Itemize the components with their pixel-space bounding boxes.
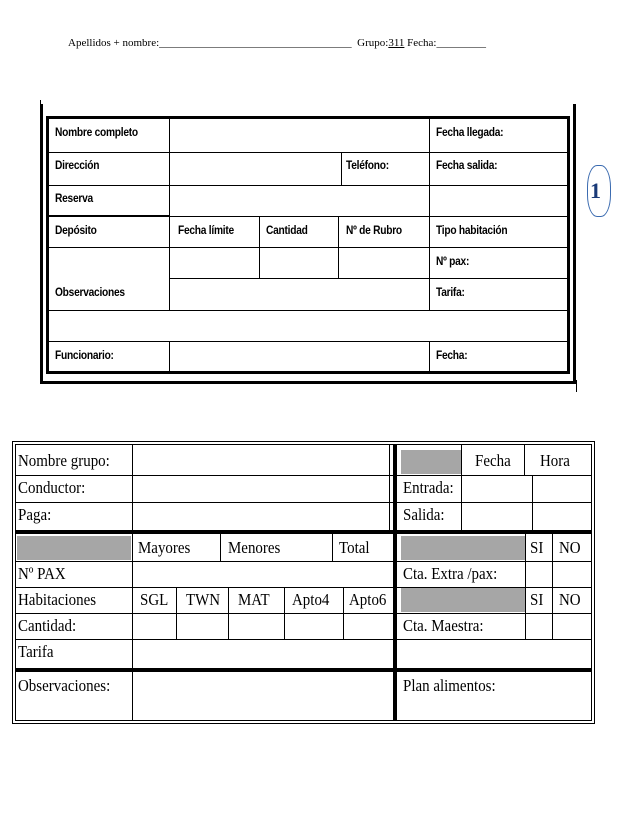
label-twn: TWN — [186, 590, 221, 609]
page-number: 1 — [590, 178, 601, 203]
group-label: Grupo: — [357, 37, 389, 49]
form2-row-line — [16, 613, 591, 614]
form1-row-line — [49, 185, 567, 186]
label-fecha-llegada: Fecha llegada: — [436, 125, 504, 139]
form2-col-line — [552, 534, 553, 639]
form1-corner-mark — [576, 380, 577, 392]
form2-col-line — [132, 672, 133, 720]
label-no-1: NO — [559, 538, 581, 557]
label-si-1: SI — [530, 538, 544, 557]
form2-col-line — [132, 534, 133, 668]
section-divider — [16, 530, 591, 534]
label-conductor: Conductor: — [18, 478, 86, 497]
form1-col-line — [169, 119, 170, 215]
form2-col-line — [332, 534, 333, 561]
form1-row-line — [49, 341, 567, 342]
label-mayores: Mayores — [138, 538, 191, 557]
label-fecha: Fecha — [475, 451, 511, 470]
form2-col-line — [343, 587, 344, 639]
shaded-cell — [401, 450, 461, 474]
label-n-pax: Nº pax: — [436, 254, 470, 268]
shaded-cell — [17, 536, 131, 560]
label-plan-alimentos: Plan alimentos: — [403, 676, 496, 695]
section-divider — [393, 445, 397, 720]
label-entrada: Entrada: — [403, 478, 454, 497]
label-tarifa: Tarifa — [18, 642, 54, 661]
label-observaciones: Observaciones — [55, 285, 125, 299]
form1-row-line — [49, 152, 567, 153]
label-cantidad: Cantidad — [266, 223, 308, 237]
label-tipo-habitacion: Tipo habitación — [436, 223, 508, 237]
form1-row-line — [49, 247, 567, 248]
form1-col-line — [341, 152, 342, 185]
label-menores: Menores — [228, 538, 281, 557]
label-cantidad: Cantidad: — [18, 616, 77, 635]
label-fecha-limite: Fecha límite — [178, 223, 234, 237]
label-paga: Paga: — [18, 505, 52, 524]
form2-row-line — [16, 561, 591, 562]
form1-row-line — [49, 310, 567, 311]
form2-col-line — [220, 534, 221, 561]
label-fecha-salida: Fecha salida: — [436, 158, 498, 172]
label-apto6: Apto6 — [349, 590, 387, 609]
label-cta-maestra: Cta. Maestra: — [403, 616, 484, 635]
label-telefono: Teléfono: — [346, 158, 389, 172]
label-mat: MAT — [238, 590, 270, 609]
form1-col-line — [169, 278, 170, 310]
group-value: 311 — [388, 37, 405, 49]
label-reserva: Reserva — [55, 191, 93, 205]
form1-col-line — [259, 216, 260, 278]
form2-col-line — [461, 445, 462, 530]
label-nombre-grupo: Nombre grupo: — [18, 451, 110, 470]
form2-row-line — [16, 639, 591, 640]
label-si-2: SI — [530, 590, 544, 609]
form2-col-line — [132, 445, 133, 530]
form1-col-line — [169, 341, 170, 371]
form1-row-line — [49, 216, 567, 217]
label-funcionario: Funcionario: — [55, 348, 114, 362]
form1-col-line — [169, 216, 170, 278]
name-label: Apellidos + nombre:___________________________________ — [68, 37, 352, 49]
label-sgl: SGL — [140, 590, 169, 609]
label-apto4: Apto4 — [292, 590, 330, 609]
label-no-2: NO — [559, 590, 581, 609]
form1-col-line — [429, 119, 430, 310]
form2-col-line — [284, 587, 285, 639]
label-total: Total — [339, 538, 370, 557]
form2-row-line — [16, 475, 591, 476]
section-divider — [16, 668, 591, 672]
form2-col-line — [525, 534, 526, 639]
label-observaciones: Observaciones: — [18, 676, 111, 695]
shaded-cell — [401, 588, 525, 612]
label-nombre-completo: Nombre completo — [55, 125, 138, 139]
form2-col-line — [532, 475, 533, 530]
date-label: Fecha:_________ — [407, 37, 486, 49]
group-form — [12, 441, 595, 724]
reservation-form — [46, 116, 570, 374]
label-deposito: Depósito — [55, 223, 97, 237]
label-n-pax: Nº PAX — [18, 564, 66, 583]
form1-col-line — [338, 216, 339, 278]
form2-row-line — [16, 502, 591, 503]
form2-col-line — [524, 445, 525, 475]
form2-col-line — [389, 445, 390, 530]
form2-col-line — [176, 587, 177, 639]
form2-row-line — [16, 587, 591, 588]
header-line — [68, 37, 486, 49]
shaded-cell — [401, 536, 525, 560]
label-tarifa: Tarifa: — [436, 285, 465, 299]
label-cta-extra: Cta. Extra /pax: — [403, 564, 498, 583]
label-habitaciones: Habitaciones — [18, 590, 97, 609]
label-hora: Hora — [540, 451, 570, 470]
form1-row-line — [170, 278, 567, 279]
form2-col-line — [228, 587, 229, 639]
label-n-rubro: Nº de Rubro — [346, 223, 402, 237]
label-direccion: Dirección — [55, 158, 100, 172]
form1-col-line — [429, 341, 430, 371]
label-fecha: Fecha: — [436, 348, 468, 362]
label-salida: Salida: — [403, 505, 445, 524]
